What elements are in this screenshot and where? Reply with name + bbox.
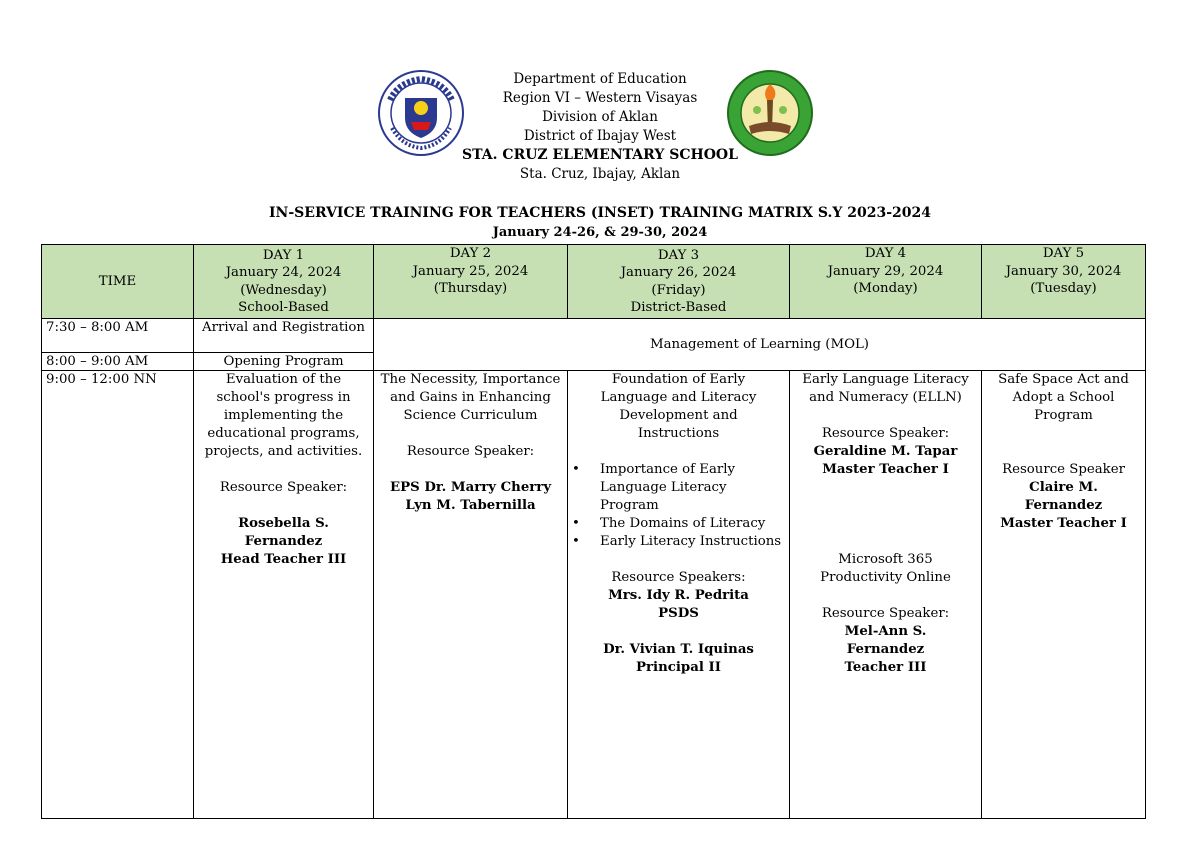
day5-date: January 30, 2024 — [1005, 263, 1122, 279]
header-line-division: Division of Aklan — [542, 109, 658, 125]
letterhead — [0, 70, 1200, 184]
row-session — [42, 371, 1146, 819]
day3-speaker1-name: Mrs. Idy R. Pedrita — [608, 588, 749, 603]
day3-topic: Foundation of Early Language and Literacy Development and Instructions — [600, 372, 757, 441]
day3-bullet-list — [572, 461, 785, 551]
day2-rs-label: Resource Speaker: — [406, 444, 535, 459]
day3-weekday: (Friday) — [651, 282, 706, 298]
header-line-department: Department of Education — [513, 71, 687, 87]
day4-weekday: (Monday) — [853, 281, 918, 296]
school-name: STA. CRUZ ELEMENTARY SCHOOL — [462, 147, 738, 163]
day2-speaker: EPS Dr. Marry Cherry Lyn M. Tabernilla — [389, 480, 552, 513]
day1-speaker-name: Rosebella S. Fernandez — [238, 516, 329, 549]
list-item: • The Domains of Literacy — [572, 515, 785, 533]
day5-session-cell — [982, 371, 1146, 819]
day4-header — [790, 245, 982, 319]
day1-header — [194, 245, 374, 319]
day4-speaker2-name: Mel-Ann S. Fernandez — [844, 624, 927, 657]
day3-speaker2-name: Dr. Vivian T. Iquinas — [603, 642, 754, 657]
day5-rs-label: Resource Speaker — [1002, 462, 1125, 477]
document-dates: January 24-26, & 29-30, 2024 — [492, 225, 708, 240]
time-cell: 9:00 – 12:00 NN — [42, 371, 194, 819]
day2-topic: The Necessity, Importance and Gains in Enhancing Science Curriculum — [380, 372, 561, 423]
day5-weekday: (Tuesday) — [1030, 281, 1097, 296]
day3-label: DAY 3 — [657, 247, 700, 263]
day2-weekday: (Thursday) — [433, 281, 508, 296]
day1-weekday: (Wednesday) — [240, 282, 327, 298]
header-row — [42, 245, 1146, 319]
day1-label: DAY 1 — [262, 247, 305, 263]
day4-topic1: Early Language Literacy and Numeracy (ELLN) — [802, 372, 969, 405]
day2-date: January 25, 2024 — [412, 263, 529, 279]
day1-session-cell — [194, 371, 374, 819]
day5-speaker-title: Master Teacher I — [1000, 516, 1127, 531]
time-header: TIME — [42, 245, 194, 319]
header-line-region: Region VI – Western Visayas — [502, 90, 698, 106]
day1-rs-label: Resource Speaker: — [219, 480, 348, 495]
list-item: • Importance of Early Language Literacy Program — [572, 461, 785, 515]
training-matrix-table — [41, 244, 1146, 819]
day3-date: January 26, 2024 — [620, 265, 737, 280]
day1-speaker-title: Head Teacher III — [220, 552, 347, 567]
time-cell: 8:00 – 9:00 AM — [42, 353, 194, 371]
day2-session-cell — [374, 371, 568, 819]
day5-header — [982, 245, 1146, 319]
day5-speaker-name: Claire M. Fernandez — [1024, 480, 1103, 513]
arrival-cell: Arrival and Registration — [194, 319, 374, 353]
document-title: IN-SERVICE TRAINING FOR TEACHERS (INSET) TRAINING MATRIX S.Y 2023-2024 — [269, 205, 931, 221]
day3-note: District-Based — [630, 300, 727, 315]
day5-label: DAY 5 — [1042, 246, 1085, 261]
day3-speaker1-title: PSDS — [658, 606, 699, 621]
list-item: • Early Literacy Instructions — [572, 533, 785, 551]
opening-cell: Opening Program — [194, 353, 374, 371]
header-line-district: District of Ibajay West — [523, 128, 677, 144]
mol-cell: Management of Learning (MOL) — [374, 319, 1146, 371]
day4-date: January 29, 2024 — [827, 263, 944, 279]
day3-rs-label: Resource Speakers: — [611, 570, 746, 585]
day4-rs-label1: Resource Speaker: — [821, 426, 950, 441]
day3-session-cell — [568, 371, 790, 819]
day4-session-cell — [790, 371, 982, 819]
day3-speaker2-title: Principal II — [636, 660, 721, 675]
day4-rs-label2: Resource Speaker: — [821, 606, 950, 621]
day4-speaker2-title: Teacher III — [844, 660, 927, 675]
day4-speaker1-name: Geraldine M. Tapar — [813, 444, 958, 459]
day4-topic2: Microsoft 365 Productivity Online — [820, 552, 951, 585]
time-cell: 7:30 – 8:00 AM — [42, 319, 194, 353]
day4-label: DAY 4 — [864, 246, 907, 261]
day1-note: School-Based — [238, 300, 329, 315]
school-address: Sta. Cruz, Ibajay, Aklan — [519, 166, 681, 182]
day1-date: January 24, 2024 — [225, 265, 342, 280]
day4-speaker1-title: Master Teacher I — [822, 462, 949, 477]
day3-header — [568, 245, 790, 319]
day2-header — [374, 245, 568, 319]
day5-topic: Safe Space Act and Adopt a School Program — [998, 372, 1129, 423]
day1-topic: Evaluation of the school's progress in implementing the educational programs, projects, and activities. — [204, 372, 363, 459]
day2-label: DAY 2 — [449, 246, 492, 261]
row-arrival — [42, 319, 1146, 353]
